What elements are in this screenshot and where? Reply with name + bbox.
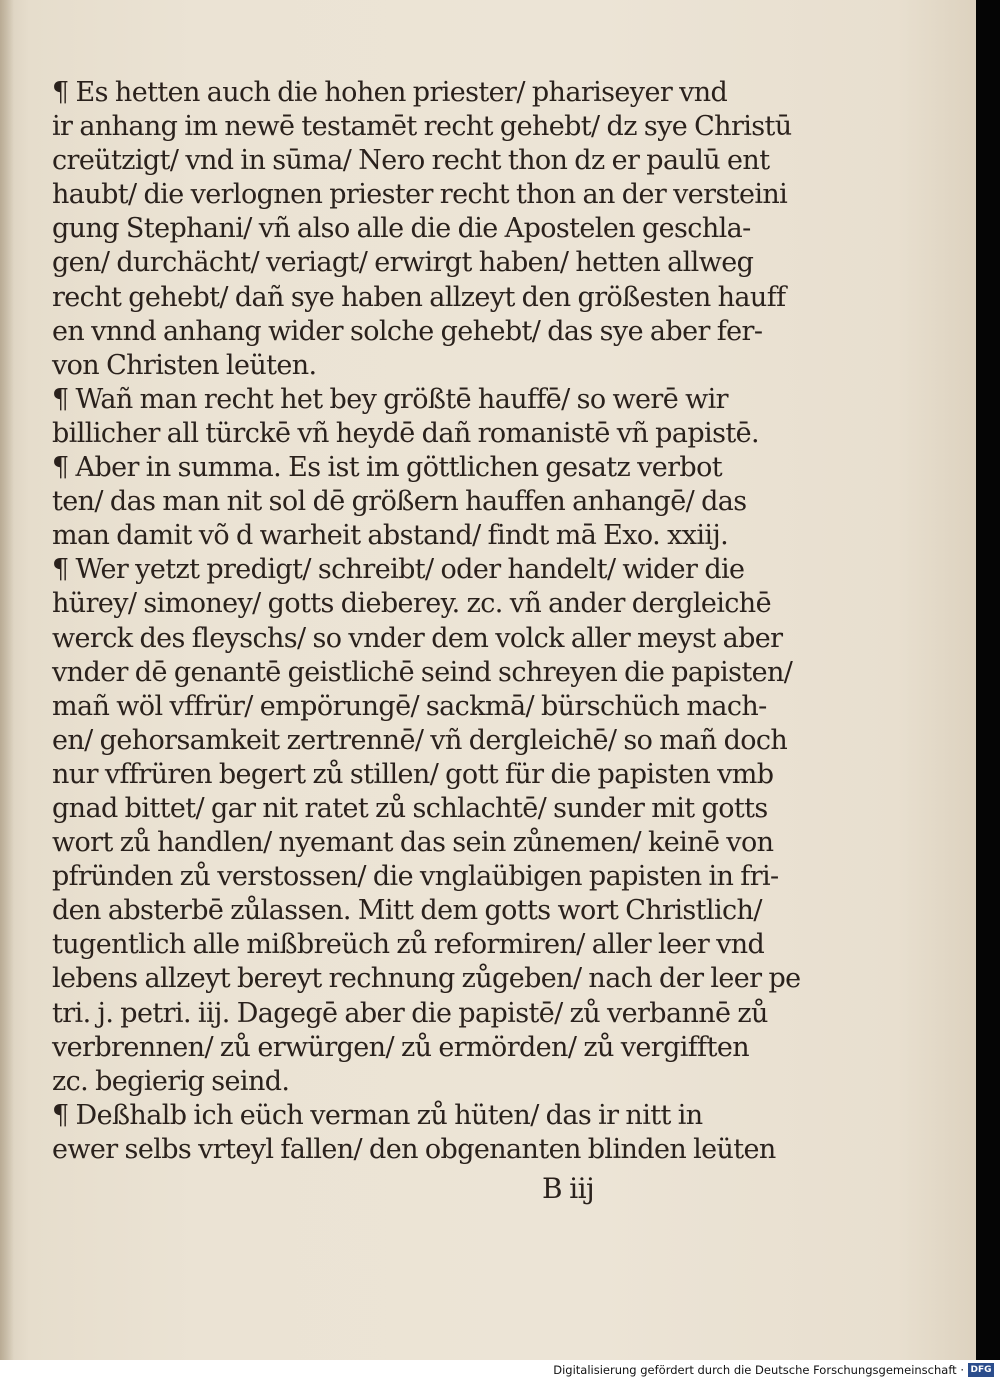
text-line: ¶ Wer yetzt predigt/ schreibt/ oder handelt/ wider die (52, 554, 745, 586)
text-line: ¶ Aber in summa. Es ist im göttlichen gesatz verbot (52, 452, 722, 484)
page-body-text (52, 76, 801, 1211)
text-line: gung Stephani/ vñ also alle die die Apostelen geschla- (52, 213, 751, 245)
text-line: ir anhang im newē testamēt recht gehebt/ dz sye Christū (52, 111, 792, 143)
text-line: werck des fleyschs/ so vnder dem volck aller meyst aber (52, 622, 783, 654)
text-line: en vnnd anhang wider solche gehebt/ das sye aber fer- (52, 315, 763, 347)
text-line: ten/ das man nit sol dē größern hauffen anhangē/ das (52, 486, 747, 518)
scan-border (976, 0, 1000, 1360)
text-line: tri. j. petri. iij. Dagegē aber die papistē/ zů verbannē zů (52, 997, 768, 1029)
text-line: ¶ Es hetten auch die hohen priester/ phariseyer vnd (52, 77, 728, 108)
text-line: en/ gehorsamkeit zertrennē/ vñ dergleichē/ so mañ doch (52, 724, 788, 756)
page-gutter-shadow (0, 0, 14, 1360)
text-line: von Christen leüten. (52, 349, 317, 381)
text-line: mañ wöl vffrür/ empörungē/ sackmā/ bürschüch mach- (52, 690, 767, 722)
text-line: man damit võ d warheit abstand/ findt mā Exo. xxiij. (52, 520, 729, 552)
text-line: haubt/ die verlognen priester recht thon an der versteini (52, 179, 788, 211)
text-line: recht gehebt/ dañ sye haben allzeyt den größesten hauff (52, 281, 786, 313)
text-line: hürey/ simoney/ gotts dieberey. zc. vñ ander dergleichē (52, 588, 771, 620)
text-line: billicher all türckē vñ heydē dañ romanistē vñ papistē. (52, 417, 759, 449)
text-line: vnder dē genantē geistlichē seind schreyen die papisten/ (52, 656, 793, 688)
text-line: tugentlich alle mißbreüch zů reformiren/ aller leer vnd (52, 929, 765, 961)
signature-mark: B iij (542, 1172, 595, 1205)
text-line: nur vffrüren begert zů stillen/ gott für die papisten vmb (52, 758, 774, 790)
text-line: gen/ durchächt/ veriagt/ erwirgt haben/ hetten allweg (52, 247, 754, 279)
text-line: creützigt/ vnd in sūma/ Nero recht thon dz er paulū ent (52, 145, 770, 177)
text-line: wort zů handlen/ nyemant das sein zůnemen/ keinē von (52, 827, 774, 859)
text-line: ¶ Wañ man recht het bey größtē hauffē/ so werē wir (52, 383, 728, 415)
digitization-footer (0, 1360, 1000, 1380)
text-line: gnad bittet/ gar nit ratet zů schlachtē/ sunder mit gotts (52, 792, 768, 824)
signature-line (52, 1167, 772, 1211)
text-line: zc. begierig seind. (52, 1065, 290, 1097)
dfg-logo: DFG (968, 1363, 994, 1377)
text-line: verbrennen/ zů erwürgen/ zů ermörden/ zů vergifften (52, 1031, 749, 1063)
funding-credit: Digitalisierung gefördert durch die Deutsche Forschungsgemeinschaft · (553, 1363, 964, 1377)
text-line: pfründen zů verstossen/ die vnglaübigen papisten in fri- (52, 861, 779, 893)
text-line: lebens allzeyt bereyt rechnung zůgeben/ nach der leer pe (52, 963, 801, 995)
text-line: den absterbē zůlassen. Mitt dem gotts wort Christlich/ (52, 895, 762, 927)
text-line: ewer selbs vrteyl fallen/ den obgenanten blinden leüten (52, 1133, 776, 1165)
text-line: ¶ Deßhalb ich eüch verman zů hüten/ das ir nitt in (52, 1099, 703, 1131)
